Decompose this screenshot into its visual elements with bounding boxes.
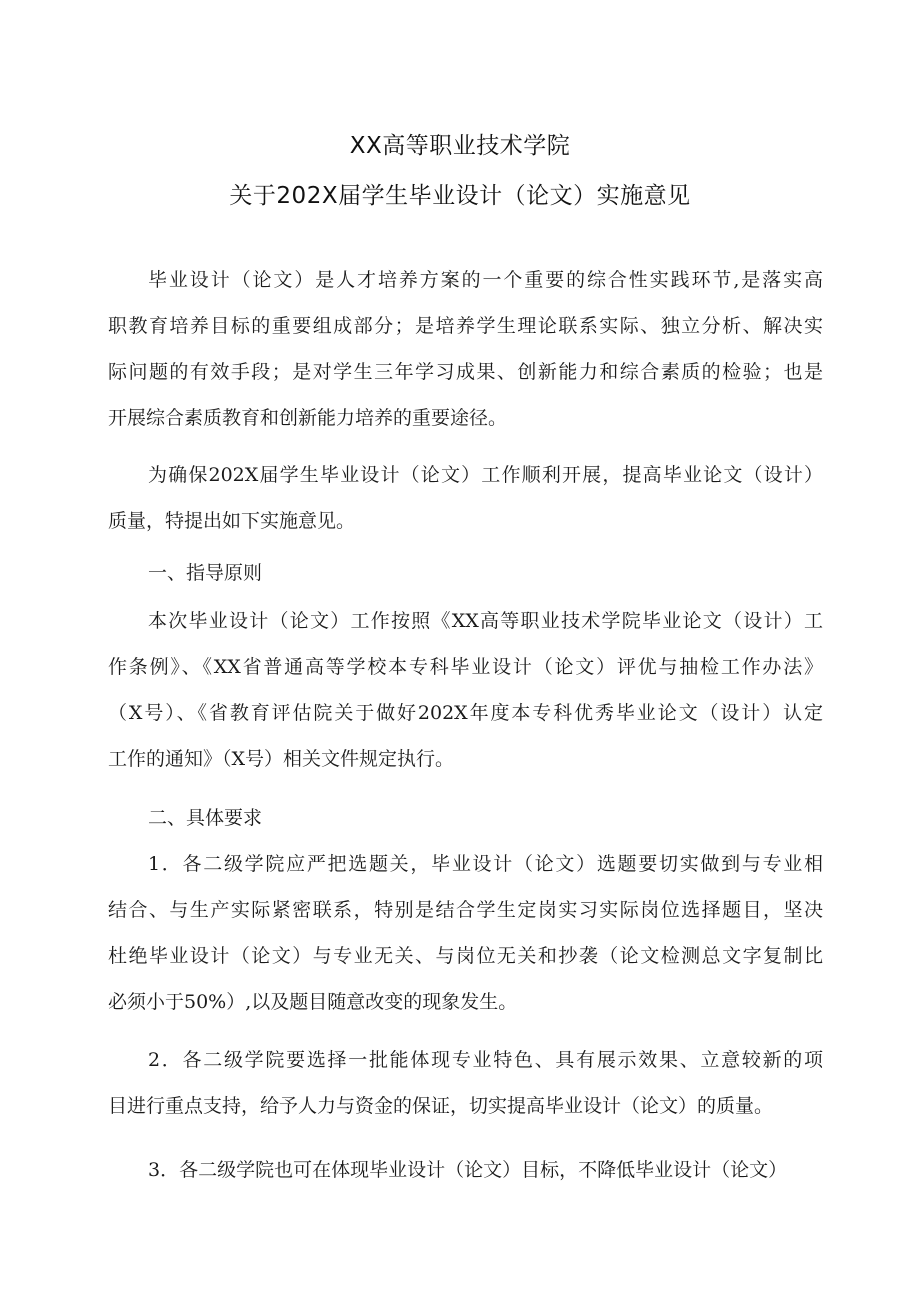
- item1-paragraph: [108, 841, 823, 1025]
- section1-line: （X号）、《省教育评估院关于做好202X年度本专科优秀毕业论文（设计）认定: [108, 702, 823, 724]
- section1-paragraph: [108, 598, 823, 782]
- section1-line: 工作的通知》（X号）相关文件规定执行。: [108, 748, 455, 770]
- intro-paragraph: [108, 257, 823, 441]
- purpose-line: 质量，特提出如下实施意见。: [108, 510, 356, 532]
- section2-heading: 二、具体要求: [148, 807, 263, 829]
- intro-line: 际问题的有效手段；是对学生三年学习成果、创新能力和综合素质的检验；也是: [108, 361, 823, 383]
- intro-line: 毕业设计（论文）是人才培养方案的一个重要的综合性实践环节,是落实高: [148, 269, 823, 291]
- intro-line: 职教育培养目标的重要组成部分；是培养学生理论联系实际、独立分析、解决实: [108, 315, 823, 337]
- section1-line: 本次毕业设计（论文）工作按照《XX高等职业技术学院毕业论文（设计）工: [148, 610, 823, 632]
- item2-line: 目进行重点支持，给予人力与资金的保证，切实提高毕业设计（论文）的质量。: [108, 1095, 774, 1117]
- purpose-paragraph: [108, 452, 823, 544]
- section1-line: 作条例》、《XX省普通高等学校本专科毕业设计（论文）评优与抽检工作办法》: [108, 656, 823, 678]
- item1-line: 杜绝毕业设计（论文）与专业无关、与岗位无关和抄袭（论文检测总文字复制比: [108, 945, 823, 967]
- item1-line: 必须小于50%）,以及题目随意改变的现象发生。: [108, 991, 518, 1013]
- purpose-line: 为确保202X届学生毕业设计（论文）工作顺利开展，提高毕业论文（设计）: [148, 464, 823, 486]
- section1-heading: 一、指导原则: [148, 562, 263, 584]
- item3-line: 3．各二级学院也可在体现毕业设计（论文）目标，不降低毕业设计（论文）: [148, 1159, 788, 1181]
- item2-line: 2．各二级学院要选择一批能体现专业特色、具有展示效果、立意较新的项: [148, 1049, 823, 1071]
- item3-paragraph: [108, 1147, 823, 1193]
- item1-line: 1．各二级学院应严把选题关，毕业设计（论文）选题要切实做到与专业相: [148, 853, 823, 875]
- item2-paragraph: [108, 1037, 823, 1129]
- intro-line: 开展综合素质教育和创新能力培养的重要途径。: [108, 407, 508, 429]
- item1-line: 结合、与生产实际紧密联系，特别是结合学生定岗实习实际岗位选择题目，坚决: [108, 899, 823, 921]
- document-title-subject: 关于202X届学生毕业设计（论文）实施意见: [229, 183, 691, 209]
- document-title-institution: XX高等职业技术学院: [349, 133, 571, 159]
